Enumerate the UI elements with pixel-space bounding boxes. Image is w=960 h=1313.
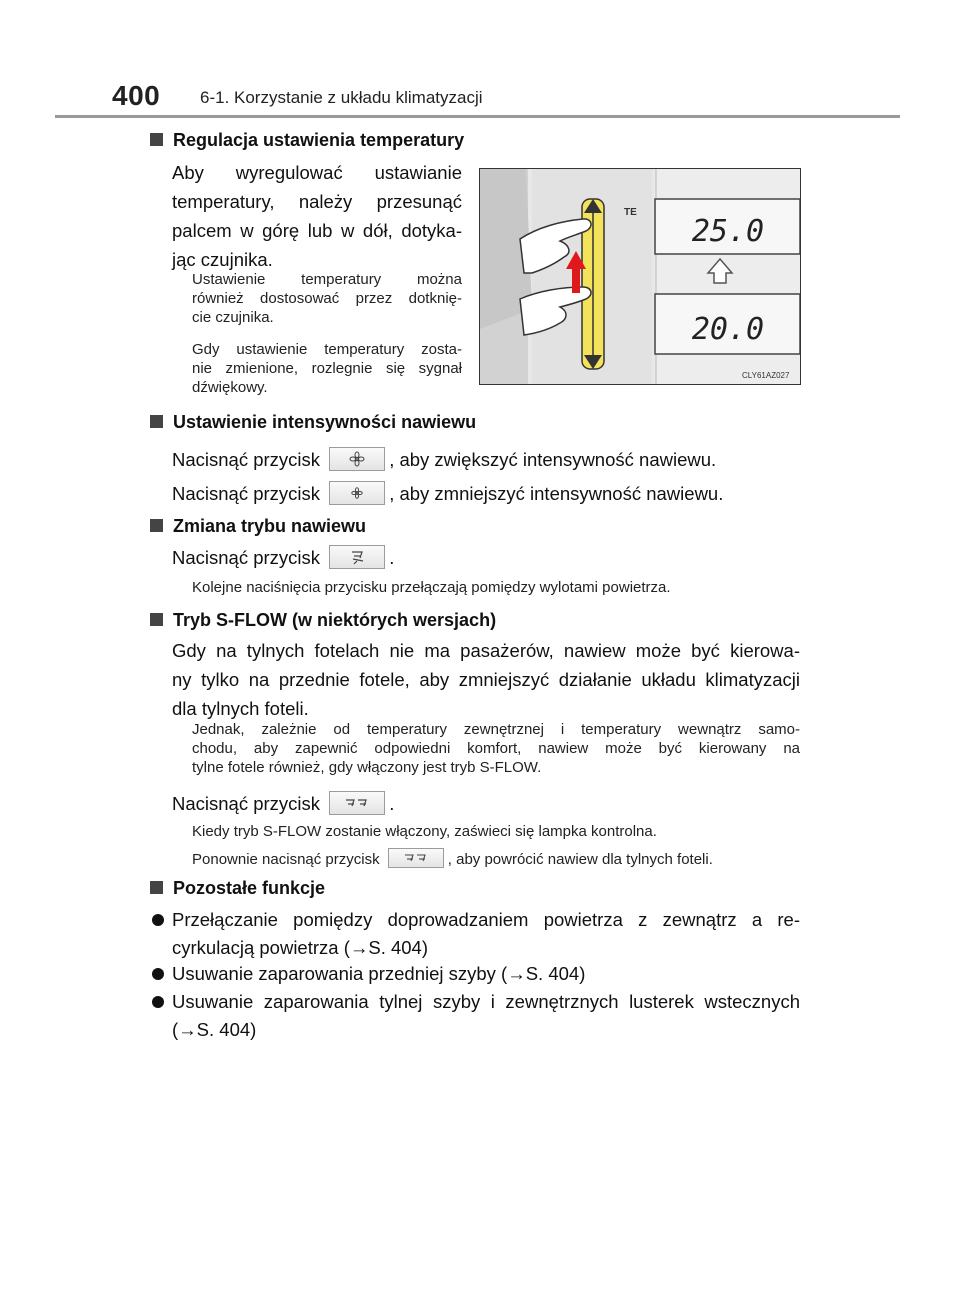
sflow-note-2: Kiedy tryb S-FLOW zostanie włączony, zaświeci się lampka kontrolna. — [192, 823, 657, 840]
page-header — [112, 80, 902, 116]
bullet-dot-icon — [152, 914, 164, 926]
mode-note: Kolejne naciśnięcia przycisku przełączają pomiędzy wylotami powietrza. — [192, 579, 671, 596]
air-outlet-mode-button-icon — [329, 545, 385, 569]
section-heading-sflow: Tryb S-FLOW (w niektórych wersjach) — [150, 610, 496, 631]
section-heading-mode: Zmiana trybu nawiewu — [150, 516, 366, 537]
sensor-label: TE — [624, 207, 637, 218]
temperature-note-1: Ustawienie temperatury można również dostosować przez dotknię- cie czujnika. — [192, 271, 462, 326]
section-heading-fan: Ustawienie intensywności nawiewu — [150, 412, 476, 433]
section-heading-temperature: Regulacja ustawienia temperatury — [150, 130, 464, 151]
sflow-note-3: Ponownie nacisnąć przycisk , aby powrócić nawiew dla tylnych foteli. — [192, 848, 713, 869]
section-heading-other: Pozostałe funkcje — [150, 878, 325, 899]
fan-decrease-line: Nacisnąć przycisk , aby zmniejszyć intensywność nawiewu. — [172, 483, 724, 504]
sflow-button-icon-small — [388, 848, 444, 868]
sflow-button-icon — [329, 791, 385, 815]
bullet-dot-icon — [152, 968, 164, 980]
temperature-sensor-illustration — [479, 168, 801, 385]
bullet-dot-icon — [152, 996, 164, 1008]
display-upper-temperature: 25.0 — [691, 214, 765, 249]
mode-line: Nacisnąć przycisk . — [172, 547, 395, 568]
illustration-svg — [480, 169, 801, 385]
fan-decrease-button-icon — [329, 481, 385, 505]
temperature-note-2: Gdy ustawienie temperatury zosta- nie zmienione, rozlegnie się sygnał dźwiękowy. — [192, 341, 462, 396]
square-bullet-icon — [150, 133, 163, 146]
page-number: 400 — [112, 80, 161, 111]
display-lower-temperature: 20.0 — [691, 312, 765, 347]
header-divider — [55, 115, 900, 118]
sflow-note: Jednak, zależnie od temperatury zewnętrznej i temperatury wewnątrz samo- chodu, aby zapewnić odpowiedni komfort, nawiew może być kierowany na tylne fotele również, gdy włączony jest tryb S-FLOW. — [192, 721, 800, 776]
sflow-paragraph: Gdy na tylnych fotelach nie ma pasażerów, nawiew może być kierowa- ny tylko na przednie fotele, aby zmniejszyć działanie układu klimatyzacji dla tylnych foteli. — [172, 640, 800, 719]
figure-code: CLY61AZ027 — [742, 371, 790, 380]
square-bullet-icon — [150, 415, 163, 428]
chapter-title: 6-1. Korzystanie z układu klimatyzacji — [200, 88, 483, 107]
fan-increase-line: Nacisnąć przycisk , aby zwiększyć intensywność nawiewu. — [172, 449, 717, 470]
square-bullet-icon — [150, 881, 163, 894]
list-item: Usuwanie zaparowania przedniej szyby (→S. 404) — [150, 960, 810, 990]
sflow-press-line: Nacisnąć przycisk . — [172, 793, 395, 814]
list-item: Przełączanie pomiędzy doprowadzaniem powietrza z zewnątrz a re- cyrkulacją powietrza (→S. 404) — [150, 906, 810, 964]
temperature-paragraph: Aby wyregulować ustawianie temperatury, należy przesunąć palcem w górę lub w dół, dotyka- jąc czujnika. — [172, 162, 462, 270]
square-bullet-icon — [150, 519, 163, 532]
fan-increase-button-icon — [329, 447, 385, 471]
list-item: Usuwanie zaparowania tylnej szyby i zewnętrznych lusterek wstecznych (→S. 404) — [150, 988, 810, 1046]
square-bullet-icon — [150, 613, 163, 626]
